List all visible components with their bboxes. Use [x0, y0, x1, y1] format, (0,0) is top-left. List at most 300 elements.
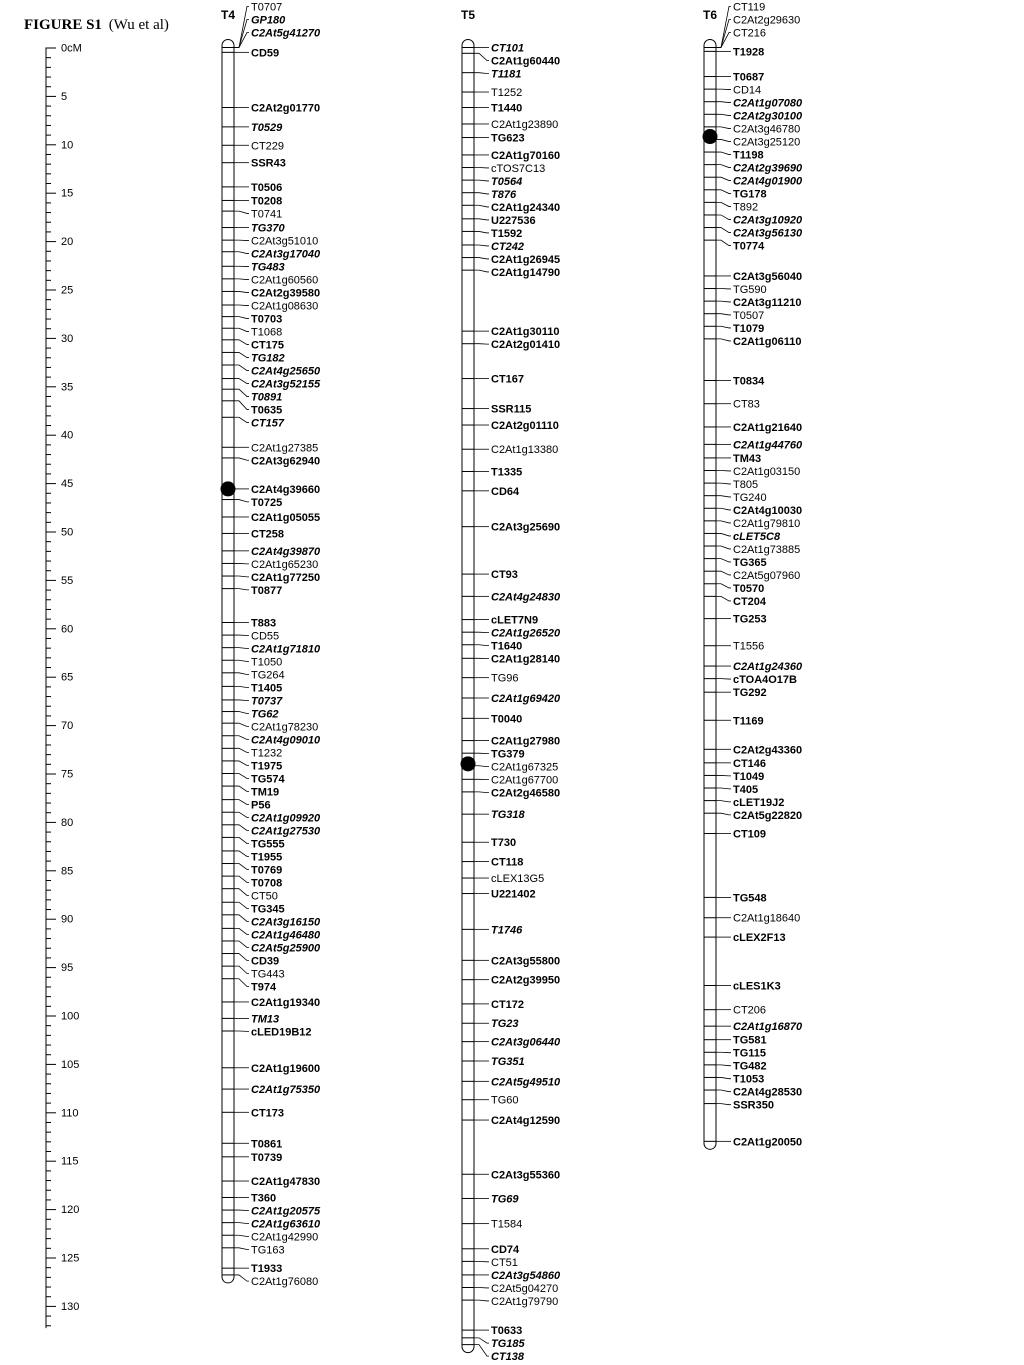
- marker-label: C2At5g04270: [491, 1282, 559, 1295]
- marker-label: T0635: [251, 404, 283, 417]
- marker-label: C2At1g07080: [733, 97, 803, 110]
- marker-connector: [234, 576, 249, 577]
- marker-label: CT206: [733, 1004, 767, 1017]
- marker-connector: [234, 712, 249, 714]
- marker-connector: [234, 837, 249, 843]
- marker-label: C2At3g62940: [251, 455, 321, 468]
- marker-label: C2At4g24830: [491, 591, 561, 604]
- marker-connector: [234, 648, 249, 649]
- marker-label: C2At1g19340: [251, 996, 321, 1009]
- marker-connector: [716, 326, 731, 328]
- marker-connector: [716, 496, 731, 497]
- marker-label: C2At1g60440: [491, 55, 561, 68]
- marker-label: T405: [733, 783, 759, 796]
- marker-label: TG240: [733, 491, 767, 504]
- scale-tick-label: 85: [61, 865, 74, 878]
- marker-label: T0570: [733, 582, 765, 595]
- marker-label: C2At5g41270: [251, 27, 321, 40]
- marker-label: T0703: [251, 313, 283, 326]
- marker-label: C2At1g44760: [733, 439, 803, 452]
- marker-label: CT51: [491, 1256, 518, 1269]
- marker-connector: [474, 1345, 489, 1356]
- marker-connector: [716, 788, 731, 789]
- marker-label: T1405: [251, 682, 283, 695]
- marker-label: C2At1g24340: [491, 201, 561, 214]
- marker-label: cLET5C8: [733, 530, 781, 543]
- marker-label: C2At1g75350: [251, 1084, 321, 1097]
- marker-connector: [716, 559, 731, 562]
- marker-label: C2At1g69420: [491, 692, 561, 705]
- scale-tick-label: 115: [61, 1155, 79, 1168]
- marker-label: T1440: [491, 102, 523, 115]
- marker-label: C2At1g26945: [491, 253, 561, 266]
- scale-tick-label: 30: [61, 332, 74, 345]
- marker-label: TG253: [733, 613, 767, 626]
- marker-label: T0687: [733, 71, 765, 84]
- marker-label: CT146: [733, 757, 767, 770]
- marker-label: TG96: [491, 672, 519, 685]
- marker-label: GP180: [251, 14, 286, 27]
- marker-connector: [234, 686, 249, 687]
- marker-label: T1252: [491, 87, 523, 100]
- marker-label: T0564: [491, 175, 523, 188]
- marker-connector: [234, 774, 249, 779]
- marker-connector: [234, 966, 249, 973]
- marker-connector: [716, 152, 731, 154]
- marker-label: C2At2g46580: [491, 787, 561, 800]
- chromosome-t5: [461, 8, 561, 1363]
- marker-label: C2At1g79790: [491, 1295, 559, 1308]
- marker-label: TM13: [251, 1013, 280, 1026]
- marker-label: CD55: [251, 630, 280, 643]
- marker-connector: [716, 139, 731, 141]
- marker-label: SSR350: [733, 1099, 774, 1112]
- marker-connector: [716, 521, 731, 523]
- marker-label: T1955: [251, 851, 283, 864]
- marker-connector: [234, 211, 249, 213]
- marker-label: CT50: [251, 890, 278, 903]
- marker-label: C2At1g16870: [733, 1021, 803, 1034]
- marker-label: C2At1g21640: [733, 421, 803, 434]
- marker-label: T1169: [733, 715, 764, 728]
- marker-label: T1049: [733, 770, 765, 783]
- marker-label: cLEX2F13: [733, 932, 786, 945]
- scale-tick-label: 45: [61, 478, 74, 491]
- scale-tick-label: 120: [61, 1204, 80, 1217]
- marker-label: C2At2g39950: [491, 974, 561, 987]
- marker-label: CD59: [251, 47, 280, 60]
- marker-label: T0769: [251, 864, 283, 877]
- marker-connector: [474, 193, 489, 194]
- marker-label: cLET7N9: [491, 614, 539, 627]
- scale-tick-label: 100: [61, 1010, 80, 1023]
- marker-label: C2At1g20575: [251, 1205, 321, 1218]
- marker-connector: [716, 301, 731, 302]
- marker-label: T0877: [251, 584, 283, 597]
- marker-label: C2At1g65230: [251, 558, 319, 571]
- marker-connector: [716, 596, 731, 601]
- marker-label: C2At1g24360: [733, 661, 803, 674]
- scale-tick-label: 110: [61, 1107, 79, 1120]
- marker-label: T0040: [491, 713, 523, 726]
- marker-connector: [234, 589, 249, 590]
- marker-label: C2At1g30110: [491, 326, 560, 339]
- marker-label: C2At1g79810: [733, 517, 801, 530]
- marker-label: CT172: [491, 998, 525, 1011]
- chromosome-title: T6: [702, 8, 718, 22]
- marker-label: CT101: [491, 42, 525, 55]
- marker-connector: [234, 812, 249, 817]
- marker-label: CT83: [733, 398, 760, 411]
- marker-label: C2At2g01770: [251, 102, 321, 115]
- marker-label: C2At1g67325: [491, 761, 559, 774]
- marker-label: T0633: [491, 1325, 523, 1338]
- marker-label: TG482: [733, 1060, 767, 1073]
- marker-connector: [234, 7, 249, 48]
- marker-connector: [234, 786, 249, 791]
- marker-connector: [234, 876, 249, 882]
- marker-label: C2At1g18640: [733, 912, 801, 925]
- marker-label: T1079: [733, 322, 765, 335]
- scale-tick-label: 65: [61, 671, 74, 684]
- marker-label: C2At2g01410: [491, 339, 561, 352]
- marker-label: U227536: [491, 214, 536, 227]
- scale-tick-label: 105: [61, 1058, 80, 1071]
- marker-label: C2At4g10030: [733, 504, 803, 517]
- marker-connector: [234, 340, 249, 345]
- marker-label: TG555: [251, 838, 285, 851]
- marker-label: CT173: [251, 1107, 285, 1120]
- marker-label: T0208: [251, 195, 283, 208]
- marker-connector: [234, 500, 249, 502]
- marker-connector: [234, 700, 249, 701]
- marker-label: C2At1g63610: [251, 1218, 321, 1231]
- marker-label: C2At1g08630: [251, 300, 319, 313]
- marker-label: TG178: [733, 188, 767, 201]
- marker-label: T0708: [251, 877, 283, 890]
- marker-label: C2At2g30100: [733, 110, 803, 123]
- marker-label: C2At4g39870: [251, 545, 321, 558]
- marker-label: CT229: [251, 140, 285, 153]
- scale-tick-label: 20: [61, 236, 74, 249]
- scale-tick-label: 35: [61, 381, 74, 394]
- cm-scale: [46, 43, 82, 1329]
- marker-connector: [716, 202, 731, 206]
- marker-label: TG574: [251, 773, 285, 786]
- marker-label: C2At1g60560: [251, 274, 319, 287]
- marker-label: SSR43: [251, 157, 286, 170]
- scale-tick-label: 25: [61, 284, 74, 297]
- marker-connector: [474, 73, 489, 74]
- marker-label: C2At2g43360: [733, 744, 803, 757]
- marker-label: TG163: [251, 1244, 285, 1257]
- marker-label: TG182: [251, 352, 285, 365]
- marker-label: C2At3g06440: [491, 1036, 561, 1049]
- marker-label: T1592: [491, 227, 523, 240]
- marker-label: T1746: [491, 924, 523, 937]
- marker-label: CT258: [251, 528, 285, 541]
- marker-label: T0834: [733, 375, 765, 388]
- figure-authors: (Wu et al): [108, 17, 169, 33]
- marker-connector: [716, 215, 731, 220]
- marker-connector: [716, 508, 731, 510]
- marker-connector: [234, 279, 249, 280]
- marker-label: CT109: [733, 828, 767, 841]
- marker-label: C2At1g13380: [491, 444, 559, 457]
- marker-connector: [234, 979, 249, 987]
- marker-connector: [234, 889, 249, 896]
- marker-connector: [234, 401, 249, 410]
- marker-connector: [234, 1275, 249, 1281]
- scale-tick-label: 75: [61, 768, 74, 781]
- marker-label: U221402: [491, 888, 536, 901]
- marker-label: TG379: [491, 748, 525, 761]
- marker-connector: [716, 165, 731, 168]
- marker-label: cLEX13G5: [491, 873, 545, 886]
- marker-label: C2At1g71810: [251, 643, 321, 656]
- marker-label: CT119: [733, 1, 766, 14]
- marker-label: C2At1g06110: [733, 335, 802, 348]
- scale-tick-label: 50: [61, 526, 74, 539]
- scale-tick-label: 10: [61, 139, 74, 152]
- marker-label: T876: [491, 188, 517, 201]
- marker-label: C2At1g20050: [733, 1136, 803, 1149]
- marker-label: CT93: [491, 569, 518, 582]
- scale-tick-label: 95: [61, 962, 74, 975]
- marker-connector: [716, 1065, 731, 1066]
- marker-label: C2At3g46780: [733, 123, 801, 136]
- marker-label: C2At1g19600: [251, 1062, 321, 1075]
- marker-label: TM43: [733, 452, 762, 465]
- marker-label: C2At5g49510: [491, 1076, 561, 1089]
- marker-label: TG69: [491, 1193, 519, 1206]
- marker-label: C2At3g11210: [733, 296, 802, 309]
- marker-label: CT216: [733, 27, 767, 40]
- marker-connector: [234, 660, 249, 661]
- marker-label: T0891: [251, 391, 283, 404]
- marker-label: T974: [251, 981, 277, 994]
- marker-label: C2At4g01900: [733, 175, 803, 188]
- marker-connector: [716, 533, 731, 535]
- marker-label: TG264: [251, 669, 285, 682]
- marker-label: TG443: [251, 968, 285, 981]
- marker-label: C2At4g25650: [251, 365, 321, 378]
- marker-label: T0529: [251, 121, 283, 134]
- marker-label: CT138: [491, 1351, 525, 1364]
- marker-label: C2At4g39660: [251, 483, 321, 496]
- marker-label: C2At3g16150: [251, 916, 321, 929]
- marker-connector: [474, 180, 489, 181]
- marker-label: CT118: [491, 856, 524, 869]
- marker-label: C2At1g73885: [733, 543, 801, 556]
- marker-label: C2At1g27530: [251, 825, 321, 838]
- marker-label: TG590: [733, 283, 767, 296]
- marker-label: C2At1g27385: [251, 442, 319, 455]
- marker-label: TG483: [251, 261, 285, 274]
- marker-connector: [716, 314, 731, 315]
- marker-connector: [234, 1235, 249, 1236]
- marker-connector: [234, 417, 249, 422]
- marker-label: C2At5g25900: [251, 942, 321, 955]
- marker-label: C2At2g01110: [491, 420, 559, 433]
- marker-label: T0506: [251, 181, 283, 194]
- marker-label: T0707: [251, 1, 283, 14]
- marker-label: C2At3g54860: [491, 1269, 561, 1282]
- marker-label: C2At3g55800: [491, 955, 561, 968]
- marker-connector: [716, 177, 731, 180]
- marker-label: T0774: [733, 240, 765, 253]
- scale-tick-label: 5: [61, 90, 68, 103]
- marker-label: C2At3g17040: [251, 248, 321, 261]
- marker-connector: [716, 1077, 731, 1078]
- marker-label: C2At1g03150: [733, 465, 801, 478]
- marker-label: T1198: [733, 149, 764, 162]
- marker-label: CT242: [491, 240, 525, 253]
- marker-label: C2At1g76080: [251, 1276, 319, 1289]
- marker-label: TG62: [251, 708, 279, 721]
- marker-label: TG292: [733, 687, 767, 700]
- scale-tick-label: 15: [61, 187, 74, 200]
- chromosome-t6: [703, 2, 803, 1150]
- marker-label: P56: [251, 799, 271, 812]
- marker-label: C2At5g07960: [733, 569, 801, 582]
- scale-tick-label: 125: [61, 1252, 80, 1265]
- marker-label: C2At3g10920: [733, 214, 803, 227]
- marker-connector: [474, 53, 489, 60]
- marker-label: T1053: [733, 1073, 765, 1086]
- marker-connector: [234, 902, 249, 908]
- marker-label: T1556: [733, 640, 765, 653]
- marker-label: T1975: [251, 760, 283, 773]
- chromosome-bar: [704, 40, 716, 1150]
- marker-label: T1584: [491, 1218, 523, 1231]
- marker-connector: [474, 766, 489, 767]
- marker-connector: [234, 379, 249, 384]
- marker-connector: [234, 723, 249, 726]
- marker-label: TG23: [491, 1018, 519, 1031]
- centromere-marker: [703, 129, 718, 144]
- marker-connector: [474, 219, 489, 220]
- marker-connector: [716, 546, 731, 549]
- marker-connector: [234, 328, 249, 331]
- scale-tick-label: 90: [61, 913, 74, 926]
- marker-connector: [234, 305, 249, 306]
- marker-label: CD39: [251, 955, 280, 968]
- marker-label: CT167: [491, 373, 525, 386]
- scale-unit-label: 0cM: [61, 42, 82, 55]
- marker-label: cLES1K3: [733, 980, 781, 993]
- marker-connector: [234, 800, 249, 805]
- marker-connector: [716, 1090, 731, 1092]
- marker-connector: [234, 291, 249, 292]
- marker-label: C2At1g67700: [491, 774, 559, 787]
- marker-label: T0739: [251, 1151, 283, 1164]
- marker-label: cTOS7C13: [491, 162, 546, 175]
- marker-label: TG548: [733, 892, 767, 905]
- marker-label: TG351: [491, 1055, 525, 1068]
- marker-connector: [716, 483, 731, 484]
- marker-connector: [234, 1223, 249, 1224]
- marker-connector: [716, 240, 731, 245]
- marker-label: C2At2g29630: [733, 14, 801, 27]
- marker-connector: [716, 584, 731, 588]
- marker-label: C2At1g27980: [491, 735, 561, 748]
- marker-label: C2At1g42990: [251, 1231, 319, 1244]
- marker-connector: [234, 928, 249, 934]
- marker-label: TG345: [251, 903, 285, 916]
- marker-label: T730: [491, 837, 517, 850]
- marker-label: CT157: [251, 417, 285, 430]
- marker-connector: [474, 1338, 489, 1343]
- marker-connector: [234, 864, 249, 870]
- marker-connector: [234, 954, 249, 961]
- marker-label: T1050: [251, 656, 283, 669]
- marker-label: T1232: [251, 747, 283, 760]
- marker-label: T1928: [733, 46, 765, 59]
- marker-label: CT204: [733, 595, 767, 608]
- marker-label: cTOA4O17B: [733, 674, 797, 687]
- marker-label: T883: [251, 617, 277, 630]
- marker-connector: [716, 228, 731, 233]
- marker-connector: [474, 270, 489, 272]
- marker-connector: [234, 252, 249, 254]
- marker-connector: [234, 673, 249, 675]
- marker-label: T892: [733, 201, 759, 214]
- marker-label: CT175: [251, 339, 285, 352]
- marker-label: C2At1g47830: [251, 1176, 321, 1189]
- marker-label: C2At3g25690: [491, 521, 561, 534]
- marker-label: C2At1g77250: [251, 571, 321, 584]
- marker-connector: [234, 352, 249, 357]
- marker-connector: [234, 365, 249, 371]
- marker-label: C2At3g52155: [251, 378, 321, 391]
- marker-label: C2At1g70160: [491, 149, 561, 162]
- marker-connector: [474, 245, 489, 246]
- marker-label: cLED19B12: [251, 1026, 312, 1039]
- marker-connector: [234, 915, 249, 922]
- marker-connector: [716, 571, 731, 575]
- marker-label: T1335: [491, 466, 523, 479]
- marker-label: C2At1g14790: [491, 266, 561, 279]
- marker-connector: [474, 205, 489, 207]
- chromosome-bar: [222, 40, 234, 1283]
- marker-label: TG318: [491, 809, 525, 822]
- marker-label: C2At1g78230: [251, 721, 319, 734]
- centromere-marker: [461, 756, 476, 771]
- marker-label: C2At3g56040: [733, 270, 803, 283]
- marker-connector: [716, 7, 731, 48]
- marker-connector: [234, 736, 249, 740]
- marker-label: C2At4g09010: [251, 734, 321, 747]
- marker-label: CD14: [733, 84, 762, 97]
- marker-label: T0737: [251, 695, 283, 708]
- marker-label: TG115: [733, 1047, 767, 1060]
- marker-label: C2At1g23890: [491, 118, 559, 131]
- marker-label: T0725: [251, 496, 283, 509]
- marker-label: C2At3g25120: [733, 136, 801, 149]
- marker-label: T0741: [251, 208, 283, 221]
- marker-label: C2At1g26520: [491, 627, 561, 640]
- chromosome-bar: [462, 40, 474, 1353]
- figure-label: FIGURE S1: [24, 17, 102, 33]
- marker-label: T1933: [251, 1263, 283, 1276]
- marker-connector: [716, 190, 731, 194]
- marker-label: T360: [251, 1192, 277, 1205]
- marker-connector: [234, 825, 249, 831]
- marker-label: SSR115: [491, 403, 532, 416]
- marker-connector: [474, 258, 489, 259]
- chromosome-t4: [221, 2, 321, 1289]
